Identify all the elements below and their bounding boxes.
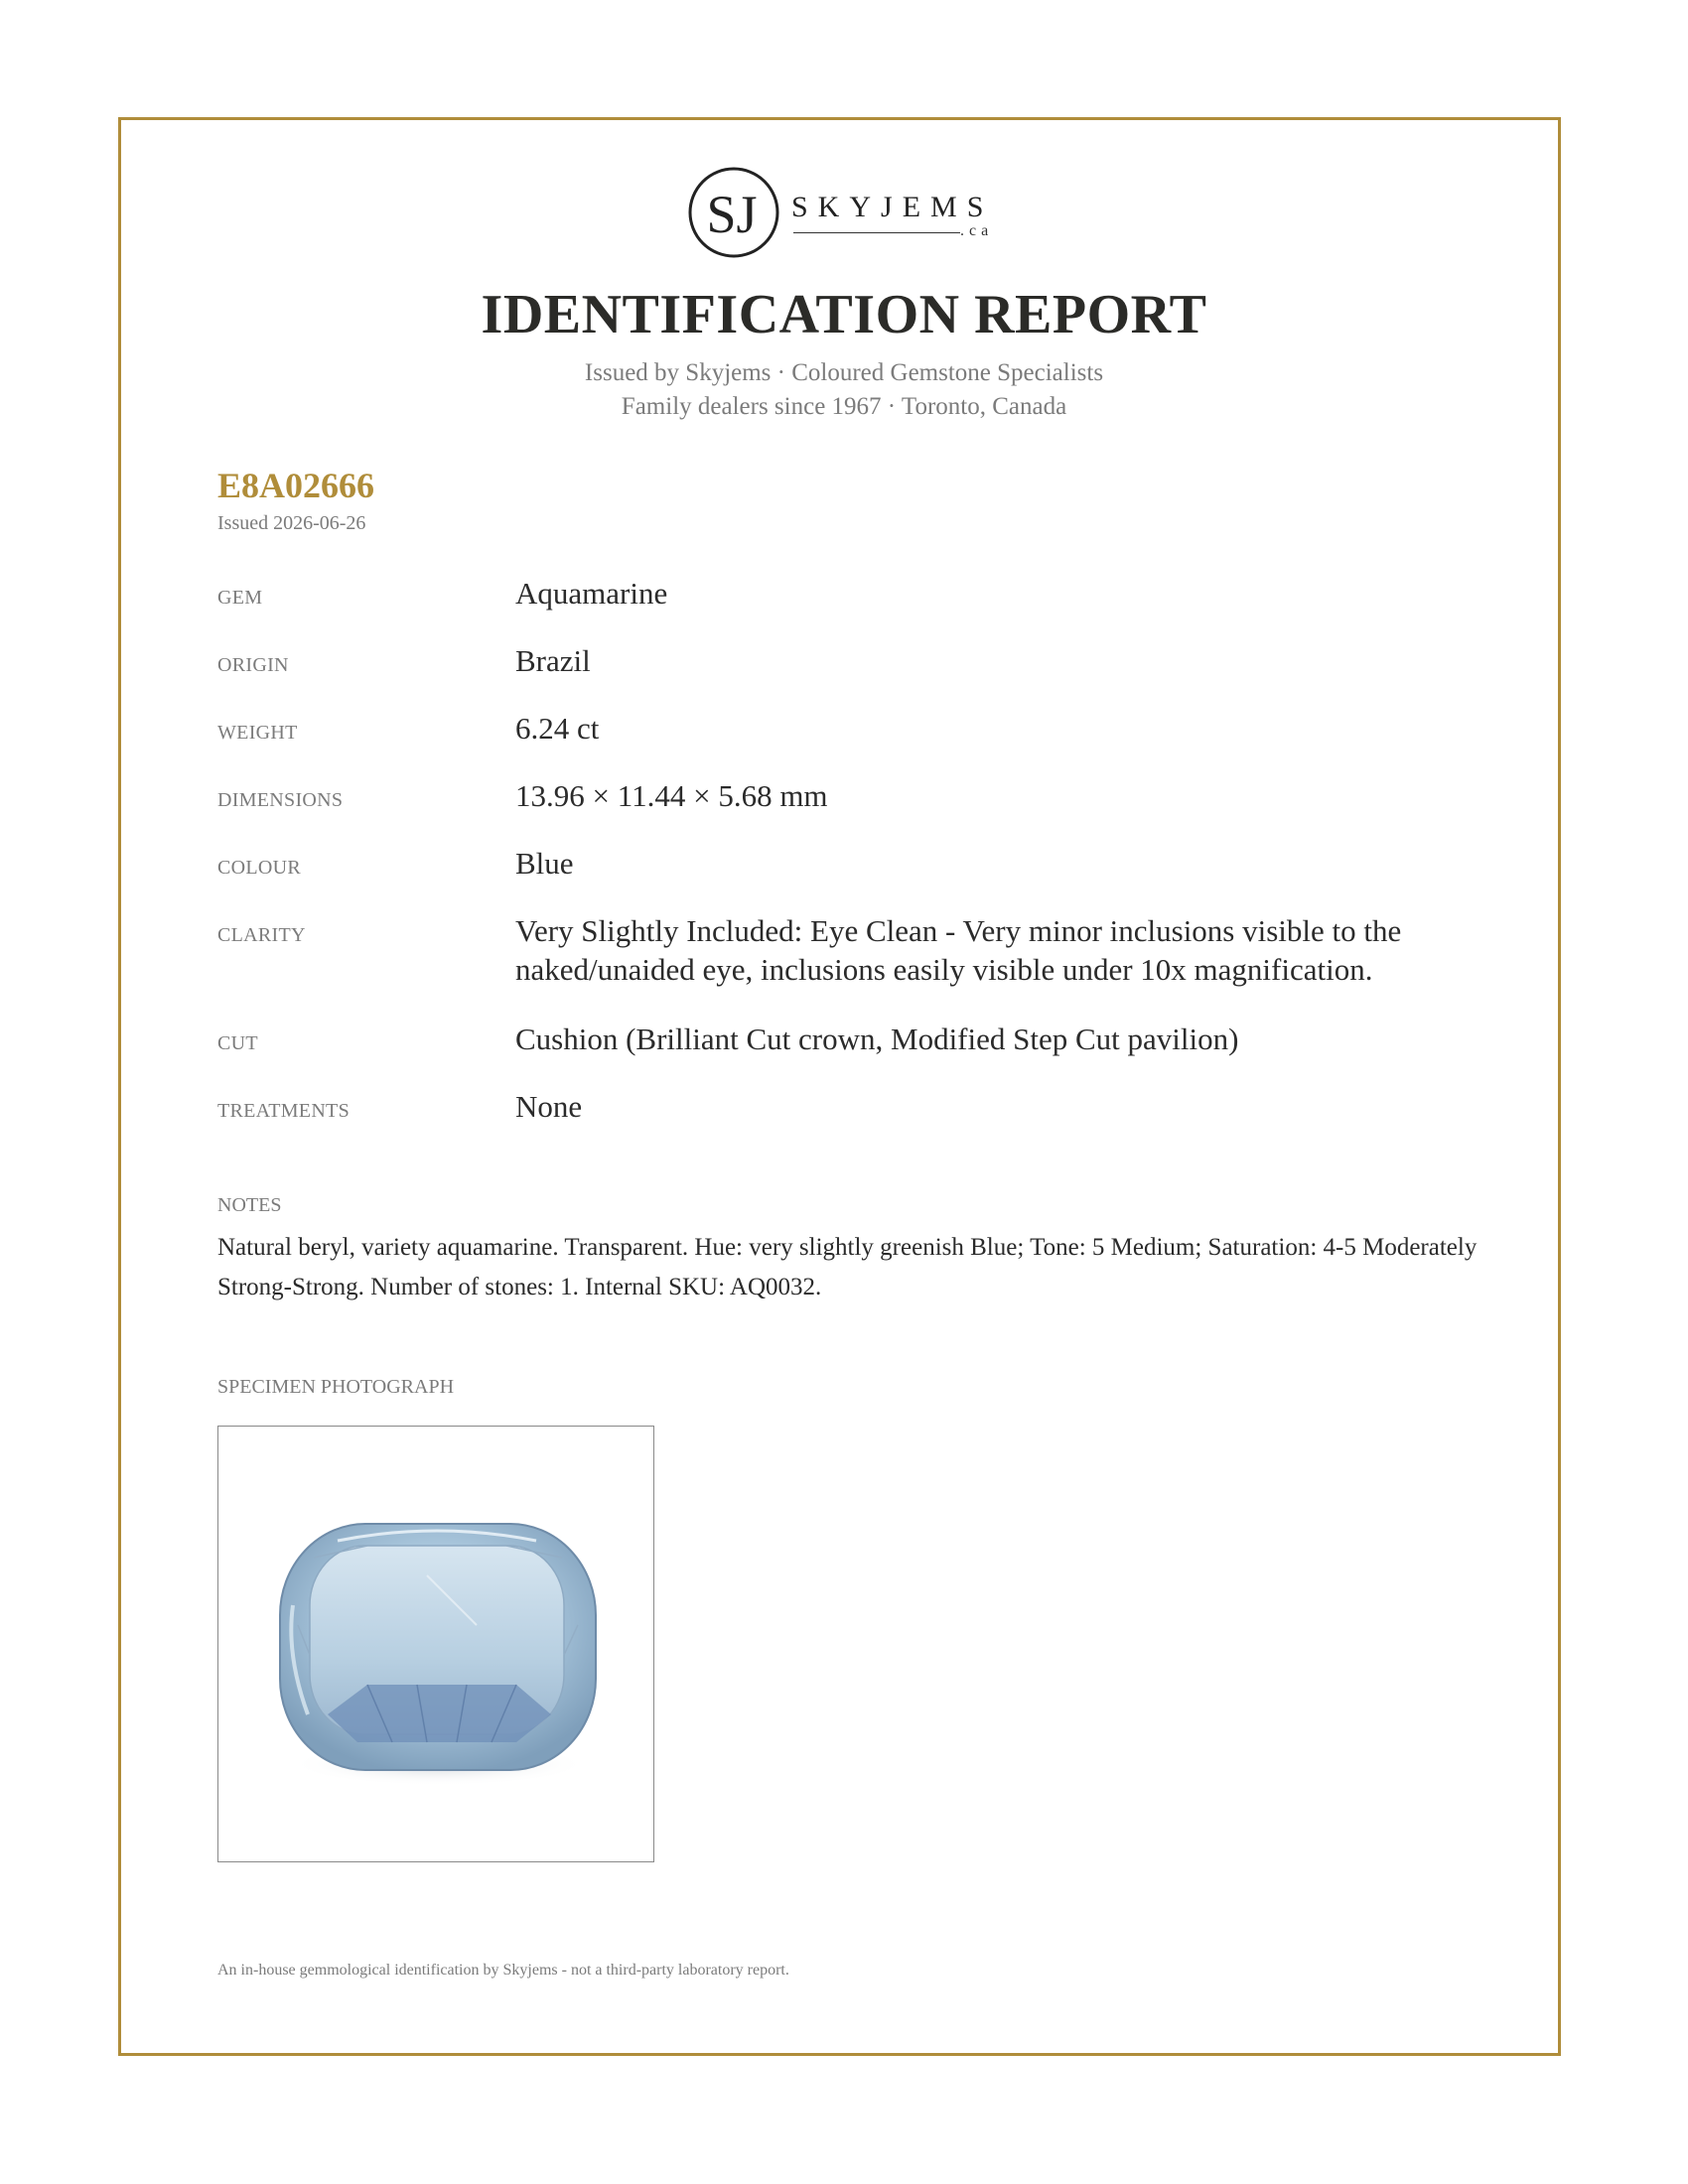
field-label: CUT bbox=[217, 1032, 258, 1054]
field-label: TREATMENTS bbox=[217, 1100, 350, 1122]
field-value: Blue bbox=[515, 846, 574, 881]
field-value: 6.24 ct bbox=[515, 711, 600, 746]
field-value: Aquamarine bbox=[515, 576, 668, 611]
field-label: CLARITY bbox=[217, 924, 306, 946]
specimen-photo bbox=[217, 1426, 654, 1862]
field-value: None bbox=[515, 1089, 583, 1124]
field-value: Cushion (Brilliant Cut crown, Modified Step Cut pavilion) bbox=[515, 1022, 1239, 1056]
field-value: Very Slightly Included: Eye Clean - Very minor inclusions visible to the naked/unaided eye, inclusions easily visible under 10x magnification. bbox=[515, 913, 1402, 987]
cushion-cut-aquamarine-photo bbox=[218, 1427, 652, 1860]
issue-date: Issued 2026-06-26 bbox=[217, 512, 366, 534]
svg-text:SJ: SJ bbox=[706, 185, 758, 244]
sj-monogram-icon bbox=[686, 165, 781, 260]
dealer-line: Family dealers since 1967 · Toronto, Canada bbox=[621, 393, 1067, 420]
report-number: E8A02666 bbox=[217, 466, 375, 505]
disclaimer: An in-house gemmological identification by Skyjems - not a third-party laboratory report. bbox=[217, 1962, 789, 1979]
field-label: DIMENSIONS bbox=[217, 789, 344, 811]
notes-label: NOTES bbox=[217, 1194, 282, 1216]
brand-underline bbox=[793, 232, 960, 233]
brand-logo bbox=[686, 165, 1004, 264]
field-value: 13.96 × 11.44 × 5.68 mm bbox=[515, 778, 828, 813]
field-label: GEM bbox=[217, 587, 263, 609]
field-label: WEIGHT bbox=[217, 722, 298, 744]
photo-label: SPECIMEN PHOTOGRAPH bbox=[217, 1376, 455, 1398]
field-value: Brazil bbox=[515, 643, 591, 678]
field-label: COLOUR bbox=[217, 857, 302, 879]
page-title: IDENTIFICATION REPORT bbox=[481, 284, 1207, 345]
field-label: ORIGIN bbox=[217, 654, 289, 676]
brand-domain-suffix: .ca bbox=[960, 222, 994, 239]
brand-name: SKYJEMS bbox=[791, 191, 994, 223]
issuer-line: Issued by Skyjems · Coloured Gemstone Specialists bbox=[584, 359, 1104, 386]
notes-text: Natural beryl, variety aquamarine. Transparent. Hue: very slightly greenish Blue; Tone: 5 Medium; Saturation: 4-5 Moderately Strong-Strong. Number of stones: 1. Internal SKU: AQ0032. bbox=[217, 1234, 1477, 1300]
